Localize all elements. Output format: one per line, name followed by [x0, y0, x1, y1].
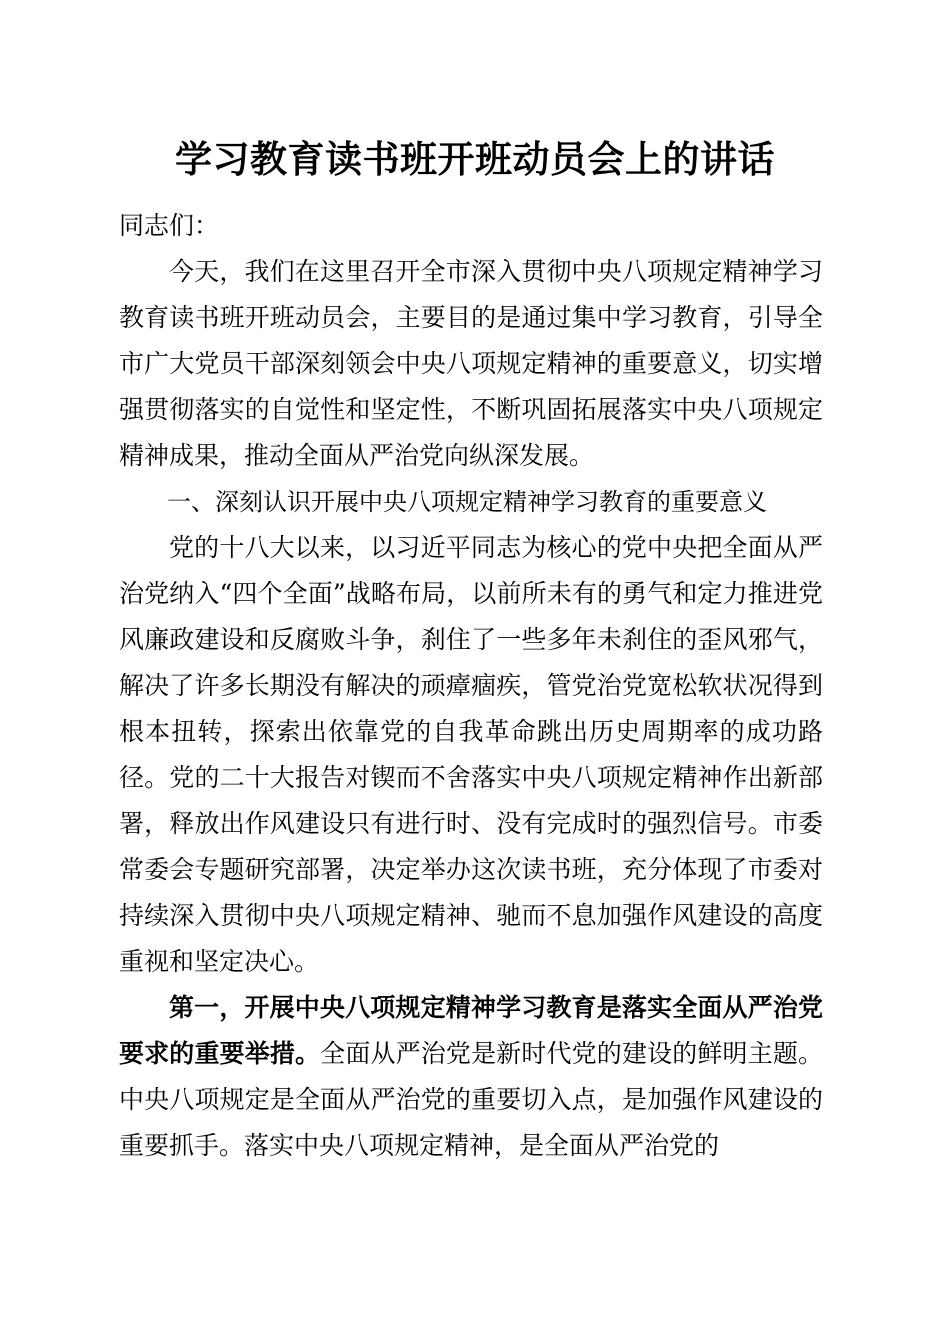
section-one-paragraph: 党的十八大以来，以习近平同志为核心的党中央把全面从严治党纳入“四个全面”战略布局，以前所未有的勇气和定力推进党风廉政建设和反腐败斗争，刹住了一些多年未刹住的歪风邪气，解决了许多长期没有解决的顽瘴痼疾，管党治党宽松软状况得到根本扭转，探索出依靠党的自我革命跳出历史周期率的成功路径。党的二十大报告对锲而不舍落实中央八项规定精神作出新部署，释放出作风建设只有进行时、没有完成时的强烈信号。市委常委会专题研究部署，决定举办这次读书班，充分体现了市委对持续深入贯彻中央八项规定精神、驰而不息加强作风建设的高度重视和坚定决心。 — [119, 533, 823, 976]
intro-paragraph: 今天，我们在这里召开全市深入贯彻中央八项规定精神学习教育读书班开班动员会，主要目的是通过集中学习教育，引导全市广大党员干部深刻领会中央八项规定精神的重要意义，切实增强贯彻落实的自觉性和坚定性，不断巩固拓展落实中央八项规定精神成果，推动全面从严治党向纵深发展。 — [119, 257, 823, 470]
point-one-paragraph — [119, 985, 823, 1169]
point-one-body: 全面从严治党是新时代党的建设的鲜明主题。中央八项规定是全面从严治党的重要切入点，是加强作风建设的重要抓手。落实中央八项规定精神，是全面从严治党的 — [119, 1039, 823, 1160]
salutation: 同志们： — [119, 211, 220, 240]
document-body — [119, 203, 823, 1169]
section-heading-one: 一、深刻认识开展中央八项规定精神学习教育的重要意义 — [167, 488, 767, 516]
point-one-lead: 第一，开展中央八项规定精神学习教育是落实全面从严治党要求的重要举措。 — [119, 993, 823, 1068]
document-title: 学习教育读书班开班动员会上的讲话 — [175, 138, 775, 181]
